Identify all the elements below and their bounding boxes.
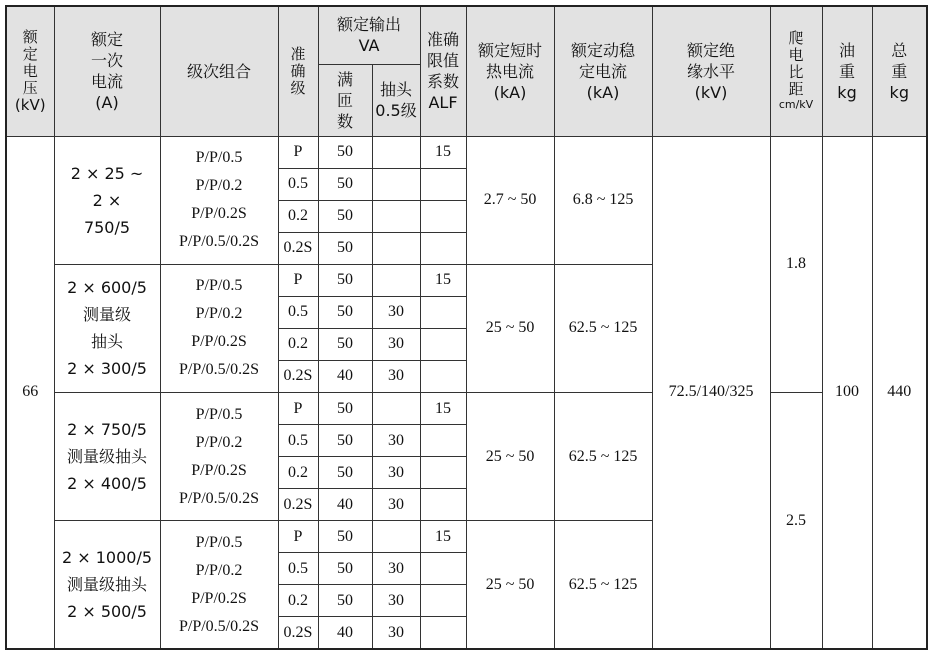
header-output-line: 额定输出: [337, 15, 402, 35]
header-rated-voltage-line: 额: [22, 27, 38, 46]
alf-cell: [420, 553, 466, 585]
rated-current-cell: [54, 393, 160, 521]
combination-cell: [160, 521, 278, 649]
accuracy-class-cell: 0.2: [278, 200, 318, 232]
insulation-level-cell: 72.5/140/325: [652, 136, 770, 649]
header-alf-line: 准确: [427, 30, 460, 50]
full-winding-va-cell: 50: [318, 585, 372, 617]
rated-current-line: 2 ×: [92, 190, 122, 210]
header-dynamic-line: (kA): [586, 82, 620, 102]
header-full-line: 数: [336, 111, 353, 131]
full-winding-va-cell: 50: [318, 521, 372, 553]
header-creepage-line: 比: [788, 63, 804, 82]
tap-va-cell: 30: [372, 457, 420, 489]
alf-cell: [420, 457, 466, 489]
alf-cell: [420, 328, 466, 360]
header-oil-weight: [822, 6, 872, 136]
creepage-cell: 1.8: [770, 136, 822, 393]
full-winding-va-cell: 50: [318, 136, 372, 168]
header-output-line: VA: [358, 36, 380, 56]
rated-current-cell: [54, 264, 160, 392]
combination-line: P/P/0.5/0.2S: [178, 617, 260, 635]
accuracy-class-cell: 0.2: [278, 457, 318, 489]
combination-line: P/P/0.5: [195, 533, 243, 551]
creepage-cell: 2.5: [770, 393, 822, 650]
header-rated-voltage-line: 压: [22, 78, 38, 97]
combination-line: P/P/0.2: [195, 561, 243, 579]
dynamic-current-cell: 62.5 ~ 125: [554, 264, 652, 392]
tap-va-cell: [372, 136, 420, 168]
combination-line: P/P/0.2S: [191, 461, 247, 479]
full-winding-va-cell: 50: [318, 200, 372, 232]
alf-cell: [420, 489, 466, 521]
accuracy-class-cell: 0.2: [278, 585, 318, 617]
header-creepage-line: 爬: [788, 29, 804, 48]
header-accuracy-line: 级: [290, 78, 306, 97]
rated-current-line: 测量级: [82, 305, 131, 325]
tap-va-cell: [372, 264, 420, 296]
full-winding-va-cell: 50: [318, 328, 372, 360]
header-full-line: 匝: [336, 90, 353, 110]
combination-line: P/P/0.2: [195, 433, 243, 451]
short-time-current-cell: 25 ~ 50: [466, 264, 554, 392]
header-dynamic-current: [554, 6, 652, 136]
short-time-current-cell: 2.7 ~ 50: [466, 136, 554, 264]
header-alf-line: 系数: [427, 72, 460, 92]
oil-weight-cell: 100: [822, 136, 872, 649]
header-total-line: 总: [891, 40, 908, 60]
header-alf: [420, 6, 466, 136]
tap-va-cell: 30: [372, 585, 420, 617]
rated-current-cell: [54, 136, 160, 264]
header-rated-output: [318, 6, 420, 64]
header-tap-line: 抽头: [380, 80, 413, 99]
full-winding-va-cell: 50: [318, 296, 372, 328]
rated-current-line: 测量级抽头: [66, 447, 147, 467]
alf-cell: 15: [420, 136, 466, 168]
table-row: [6, 136, 927, 168]
header-full-line: 满: [336, 69, 353, 89]
rated-current-line: 抽头: [90, 332, 123, 352]
header-combination: 级次组合: [160, 6, 278, 136]
header-full-winding: [318, 64, 372, 136]
header-short-time-line: 额定短时: [478, 40, 543, 60]
combination-line: P/P/0.2: [195, 177, 243, 195]
alf-cell: 15: [420, 393, 466, 425]
header-creepage-unit: cm/kV: [778, 98, 814, 112]
alf-cell: [420, 232, 466, 264]
header-accuracy-class: [278, 6, 318, 136]
header-oil-line: 重: [839, 61, 856, 81]
combination-cell: [160, 264, 278, 392]
full-winding-va-cell: 40: [318, 617, 372, 649]
rated-current-line: 2 × 750/5: [67, 420, 147, 440]
header-creepage-line: 电: [788, 46, 804, 65]
rated-voltage-cell: 66: [6, 136, 54, 649]
header-insulation-line: 缘水平: [687, 61, 736, 81]
header-current-line: 一次: [90, 51, 123, 71]
header-creepage-line: 距: [788, 80, 804, 99]
tap-va-cell: [372, 168, 420, 200]
rated-current-line: 2 × 400/5: [67, 474, 147, 494]
accuracy-class-cell: P: [278, 521, 318, 553]
alf-cell: [420, 168, 466, 200]
short-time-current-cell: 25 ~ 50: [466, 521, 554, 649]
header-current-line: 电流: [90, 72, 123, 92]
alf-cell: 15: [420, 264, 466, 296]
combination-line: P/P/0.5/0.2S: [178, 489, 260, 507]
tap-va-cell: 30: [372, 553, 420, 585]
full-winding-va-cell: 50: [318, 168, 372, 200]
header-current-line: 额定: [90, 30, 123, 50]
combination-line: P/P/0.5: [195, 405, 243, 423]
tap-va-cell: 30: [372, 328, 420, 360]
combination-cell: [160, 136, 278, 264]
combination-cell: [160, 393, 278, 521]
accuracy-class-cell: 0.2S: [278, 489, 318, 521]
accuracy-class-cell: 0.2S: [278, 360, 318, 392]
accuracy-class-cell: P: [278, 136, 318, 168]
rated-current-line: 2 × 500/5: [67, 602, 147, 622]
combination-line: P/P/0.5/0.2S: [178, 361, 260, 379]
combination-line: P/P/0.5: [195, 149, 243, 167]
header-current-line: (A): [95, 93, 119, 113]
rated-current-line: 测量级抽头: [66, 575, 147, 595]
alf-cell: [420, 296, 466, 328]
accuracy-class-cell: 0.5: [278, 296, 318, 328]
header-tap: [372, 64, 420, 136]
header-accuracy-line: 准: [290, 44, 306, 63]
tap-va-cell: 30: [372, 296, 420, 328]
header-accuracy-line: 确: [290, 61, 306, 80]
header-creepage: [770, 6, 822, 136]
header-dynamic-line: 定电流: [579, 61, 628, 81]
header-oil-line: 油: [839, 40, 856, 60]
header-rated-voltage: [6, 6, 54, 136]
header-rated-voltage-line: 定: [22, 44, 38, 63]
full-winding-va-cell: 40: [318, 360, 372, 392]
rated-current-line: 2 × 300/5: [67, 359, 147, 379]
header-oil-line: kg: [837, 82, 857, 102]
header-short-time-line: 热电流: [486, 61, 535, 81]
header-rated-voltage-line: (kV): [14, 95, 46, 114]
rated-current-line: 750/5: [83, 217, 131, 237]
tap-va-cell: 30: [372, 489, 420, 521]
full-winding-va-cell: 50: [318, 457, 372, 489]
header-total-line: 重: [891, 61, 908, 81]
header-insulation-level: [652, 6, 770, 136]
total-weight-cell: 440: [872, 136, 927, 649]
accuracy-class-cell: 0.5: [278, 553, 318, 585]
full-winding-va-cell: 40: [318, 489, 372, 521]
full-winding-va-cell: 50: [318, 425, 372, 457]
tap-va-cell: 30: [372, 360, 420, 392]
tap-va-cell: 30: [372, 425, 420, 457]
spec-table: [5, 5, 928, 650]
header-alf-line: 限值: [427, 51, 460, 71]
dynamic-current-cell: 6.8 ~ 125: [554, 136, 652, 264]
combination-line: P/P/0.5/0.2S: [178, 233, 260, 251]
tap-va-cell: [372, 200, 420, 232]
header-total-weight: [872, 6, 927, 136]
accuracy-class-cell: 0.2: [278, 328, 318, 360]
dynamic-current-cell: 62.5 ~ 125: [554, 393, 652, 521]
header-alf-line: ALF: [428, 93, 458, 113]
alf-cell: [420, 617, 466, 649]
accuracy-class-cell: P: [278, 393, 318, 425]
rated-current-line: 2 × 600/5: [67, 278, 147, 298]
alf-cell: [420, 360, 466, 392]
dynamic-current-cell: 62.5 ~ 125: [554, 521, 652, 649]
header-total-line: kg: [889, 82, 909, 102]
header-insulation-line: (kV): [694, 82, 728, 102]
header-rated-voltage-line: 电: [22, 61, 38, 80]
header-tap-line: 0.5级: [375, 101, 417, 120]
accuracy-class-cell: 0.2S: [278, 232, 318, 264]
combination-line: P/P/0.2S: [191, 333, 247, 351]
alf-cell: [420, 585, 466, 617]
tap-va-cell: 30: [372, 617, 420, 649]
full-winding-va-cell: 50: [318, 393, 372, 425]
table-row: [6, 393, 927, 425]
tap-va-cell: [372, 521, 420, 553]
combination-line: P/P/0.2S: [191, 205, 247, 223]
header-insulation-line: 额定绝: [687, 40, 736, 60]
full-winding-va-cell: 50: [318, 264, 372, 296]
rated-current-line: 2 × 25 ~: [70, 163, 144, 183]
rated-current-line: 2 × 1000/5: [61, 548, 153, 568]
accuracy-class-cell: P: [278, 264, 318, 296]
full-winding-va-cell: 50: [318, 232, 372, 264]
header-short-time-line: (kA): [493, 82, 527, 102]
table-body: [6, 136, 927, 649]
header-rated-primary-current: [54, 6, 160, 136]
combination-line: P/P/0.2S: [191, 589, 247, 607]
short-time-current-cell: 25 ~ 50: [466, 393, 554, 521]
combination-line: P/P/0.2: [195, 305, 243, 323]
combination-line: P/P/0.5: [195, 277, 243, 295]
tap-va-cell: [372, 232, 420, 264]
alf-cell: 15: [420, 521, 466, 553]
header-dynamic-line: 额定动稳: [571, 40, 636, 60]
accuracy-class-cell: 0.2S: [278, 617, 318, 649]
accuracy-class-cell: 0.5: [278, 425, 318, 457]
tap-va-cell: [372, 393, 420, 425]
full-winding-va-cell: 50: [318, 553, 372, 585]
header-short-time-current: [466, 6, 554, 136]
alf-cell: [420, 200, 466, 232]
accuracy-class-cell: 0.5: [278, 168, 318, 200]
rated-current-cell: [54, 521, 160, 649]
alf-cell: [420, 425, 466, 457]
